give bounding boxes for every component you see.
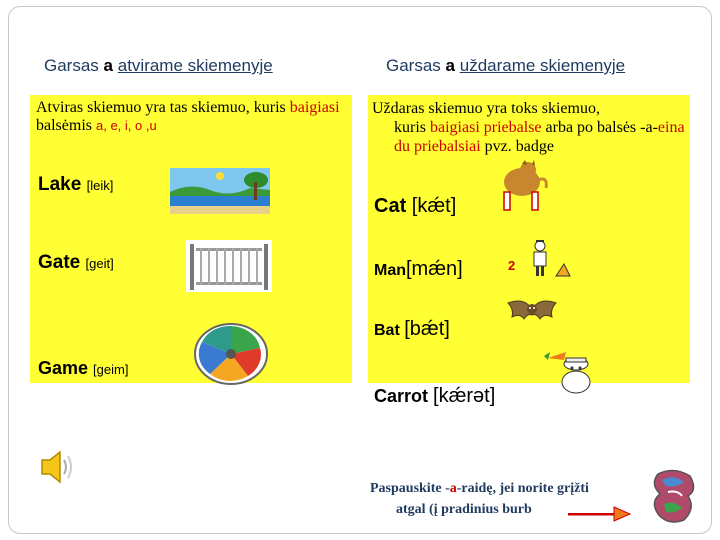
heading-open-syllable xyxy=(44,56,273,76)
back-button-graphic[interactable] xyxy=(648,466,698,524)
left-desc-text-2: balsėmis xyxy=(36,117,96,134)
arrow-icon[interactable] xyxy=(568,504,632,524)
word-ipa: [bǽt] xyxy=(404,318,450,340)
right-desc-highlight-2: eina du priebalsiai xyxy=(394,119,685,155)
word-ipa: [geit] xyxy=(85,256,114,271)
word-ipa: [kǽt] xyxy=(411,195,457,217)
heading-right-letter: a xyxy=(445,56,455,75)
heading-left-prefix: Garsas xyxy=(44,56,104,75)
heading-right-suffix: uždarame skiemenyje xyxy=(459,56,626,75)
word-man xyxy=(374,258,463,281)
right-desc-text-2: arba po balsės -a- xyxy=(541,119,658,136)
word-ipa: [geim] xyxy=(93,362,129,377)
right-desc-text: kuris xyxy=(394,119,430,136)
word-text: Gate xyxy=(38,252,81,273)
word-carrot xyxy=(374,385,495,408)
word-ipa: [mǽn] xyxy=(406,258,463,280)
svg-text:2: 2 xyxy=(508,258,516,273)
word-gate xyxy=(38,252,114,274)
speaker-icon[interactable] xyxy=(36,446,78,488)
right-desc-highlight-1: baigiasi priebalse xyxy=(430,119,542,136)
game-wheel-picture xyxy=(190,318,272,390)
word-ipa: [leik] xyxy=(86,178,114,193)
bat-picture xyxy=(504,295,560,329)
word-lake xyxy=(38,174,113,196)
heading-right-prefix: Garsas xyxy=(386,56,446,75)
heading-left-letter: a xyxy=(103,56,113,75)
nav-text-2: -raidę, jei norite grįžti xyxy=(456,481,589,496)
heading-left-suffix: atvirame skiemenyje xyxy=(117,56,273,75)
vowel-list: a, e, i, o ,u xyxy=(96,118,157,133)
right-desc-text-3: pvz. badge xyxy=(480,138,554,155)
word-text: Man xyxy=(374,262,406,279)
nav-highlight: a xyxy=(449,481,457,496)
right-desc-body xyxy=(372,118,686,156)
word-game xyxy=(38,358,128,379)
nav-text-1: Paspauskite - xyxy=(370,481,450,496)
nav-text-3: atgal (į pradinius burb xyxy=(396,502,532,517)
cat-picture xyxy=(492,160,552,216)
left-desc-highlight: baigiasi xyxy=(289,99,340,116)
right-desc-line1: Uždaras skiemuo yra toks skiemuo, xyxy=(372,100,600,117)
word-cat xyxy=(374,195,456,218)
left-desc-text: Atviras skiemuo yra tas skiemuo, kuris xyxy=(36,99,290,116)
word-text: Cat xyxy=(374,195,407,217)
closed-syllable-definition xyxy=(372,99,686,156)
heading-closed-syllable xyxy=(386,56,625,76)
word-bat xyxy=(374,318,450,341)
word-text: Game xyxy=(38,358,89,378)
word-text: Lake xyxy=(38,174,82,195)
word-text: Carrot xyxy=(374,386,429,406)
carrot-picture xyxy=(544,348,596,394)
word-text: Bat xyxy=(374,322,400,339)
word-ipa: [kǽrət] xyxy=(433,385,496,407)
man-picture xyxy=(506,240,572,278)
open-syllable-definition xyxy=(36,99,346,135)
lake-picture xyxy=(170,168,270,214)
gate-picture xyxy=(186,240,272,292)
